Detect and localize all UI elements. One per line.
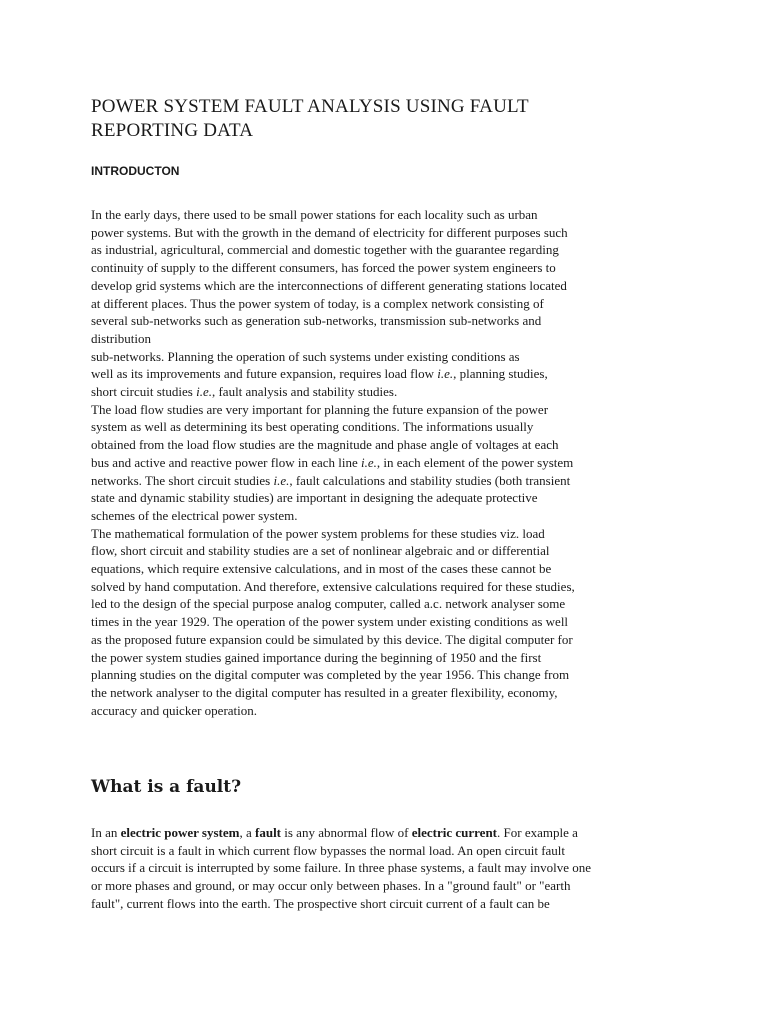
text-line: equations, which require extensive calculations, and in most of the cases these cannot be — [91, 561, 552, 577]
text-line: system as well as determining its best operating conditions. The informations usually — [91, 419, 534, 435]
title-line: REPORTING DATA — [91, 120, 254, 141]
text-line: or more phases and ground, or may occur only between phases. In a "ground fault" or "earth — [91, 878, 571, 894]
text-line: The mathematical formulation of the power system problems for these studies viz. load — [91, 525, 545, 541]
text-line: short circuit studies i.e., fault analysis and stability studies. — [91, 384, 398, 400]
text-run: In an — [91, 825, 121, 840]
title-line: POWER SYSTEM FAULT ANALYSIS USING FAULT — [91, 96, 529, 117]
italic-abbreviation: i.e. — [273, 472, 290, 488]
document-title — [91, 95, 691, 143]
text-line: accuracy and quicker operation. — [91, 702, 258, 718]
text-line: sub-networks. Planning the operation of such systems under existing conditions as — [91, 348, 520, 364]
text-line: led to the design of the special purpose analog computer, called a.c. network analyser some — [91, 596, 566, 612]
text-line: as the proposed future expansion could be simulated by this device. The digital computer for — [91, 631, 573, 647]
text-line: several sub-networks such as generation sub-networks, transmission sub-networks and — [91, 313, 542, 329]
text-run: is any abnormal flow of — [281, 825, 412, 840]
text-line: develop grid systems which are the interconnections of different generating stations located — [91, 277, 567, 293]
italic-abbreviation: i.e. — [361, 454, 377, 470]
text-line: state and dynamic stability studies) are important in designing the adequate protective — [91, 490, 538, 506]
introduction-paragraph — [91, 206, 681, 719]
italic-abbreviation: i.e. — [437, 366, 454, 382]
text-run: , a — [239, 825, 256, 840]
text-line: fault", current flows into the earth. The prospective short circuit current of a fault can be — [91, 895, 550, 911]
text-line: the network analyser to the digital computer has resulted in a greater flexibility, economy, — [91, 684, 558, 700]
text-line: bus and active and reactive power flow in each line i.e., in each element of the power system — [91, 454, 574, 470]
bold-term-electric-current: electric current — [411, 825, 498, 840]
text-line: planning studies on the digital computer was completed by the year 1956. This change from — [91, 667, 570, 683]
text-line: schemes of the electrical power system. — [91, 507, 298, 523]
fault-paragraph — [91, 824, 681, 913]
text-line: distribution — [91, 330, 151, 346]
bold-term-electric-power-system: electric power system — [120, 825, 240, 840]
text-line: flow, short circuit and stability studies are a set of nonlinear algebraic and or differential — [91, 543, 550, 559]
text-line: continuity of supply to the different consumers, has forced the power system engineers to — [91, 260, 556, 276]
text-line: In the early days, there used to be small power stations for each locality such as urban — [91, 207, 538, 222]
bold-term-fault: fault — [255, 825, 282, 840]
italic-abbreviation: i.e. — [196, 384, 212, 400]
text-line: networks. The short circuit studies i.e., fault calculations and stability studies (both transient — [91, 472, 571, 488]
text-line: well as its improvements and future expansion, requires load flow i.e., planning studies, — [91, 366, 548, 382]
text-line: at different places. Thus the power system of today, is a complex network consisting of — [91, 295, 544, 311]
section-label-introduction: INTRODUCTON — [91, 164, 180, 178]
text-line: the power system studies gained importance during the beginning of 1950 and the first — [91, 649, 542, 665]
text-line: solved by hand computation. And therefore, extensive calculations required for these studies, — [91, 578, 575, 594]
text-line: The load flow studies are very important for planning the future expansion of the power — [91, 401, 549, 417]
text-line: times in the year 1929. The operation of the power system under existing conditions as well — [91, 614, 569, 630]
text-line: short circuit is a fault in which current flow bypasses the normal load. An open circuit fault — [91, 842, 566, 858]
text-line: obtained from the load flow studies are the magnitude and phase angle of voltages at each — [91, 437, 559, 453]
text-line — [91, 824, 681, 842]
text-line: power systems. But with the growth in the demand of electricity for different purposes such — [91, 224, 568, 240]
fault-heading: What is a fault? — [91, 777, 242, 797]
text-line: as industrial, agricultural, commercial and domestic together with the guarantee regarding — [91, 242, 559, 258]
text-run: . For example a — [497, 825, 578, 840]
text-line: occurs if a circuit is interrupted by some failure. In three phase systems, a fault may involve one — [91, 860, 591, 876]
